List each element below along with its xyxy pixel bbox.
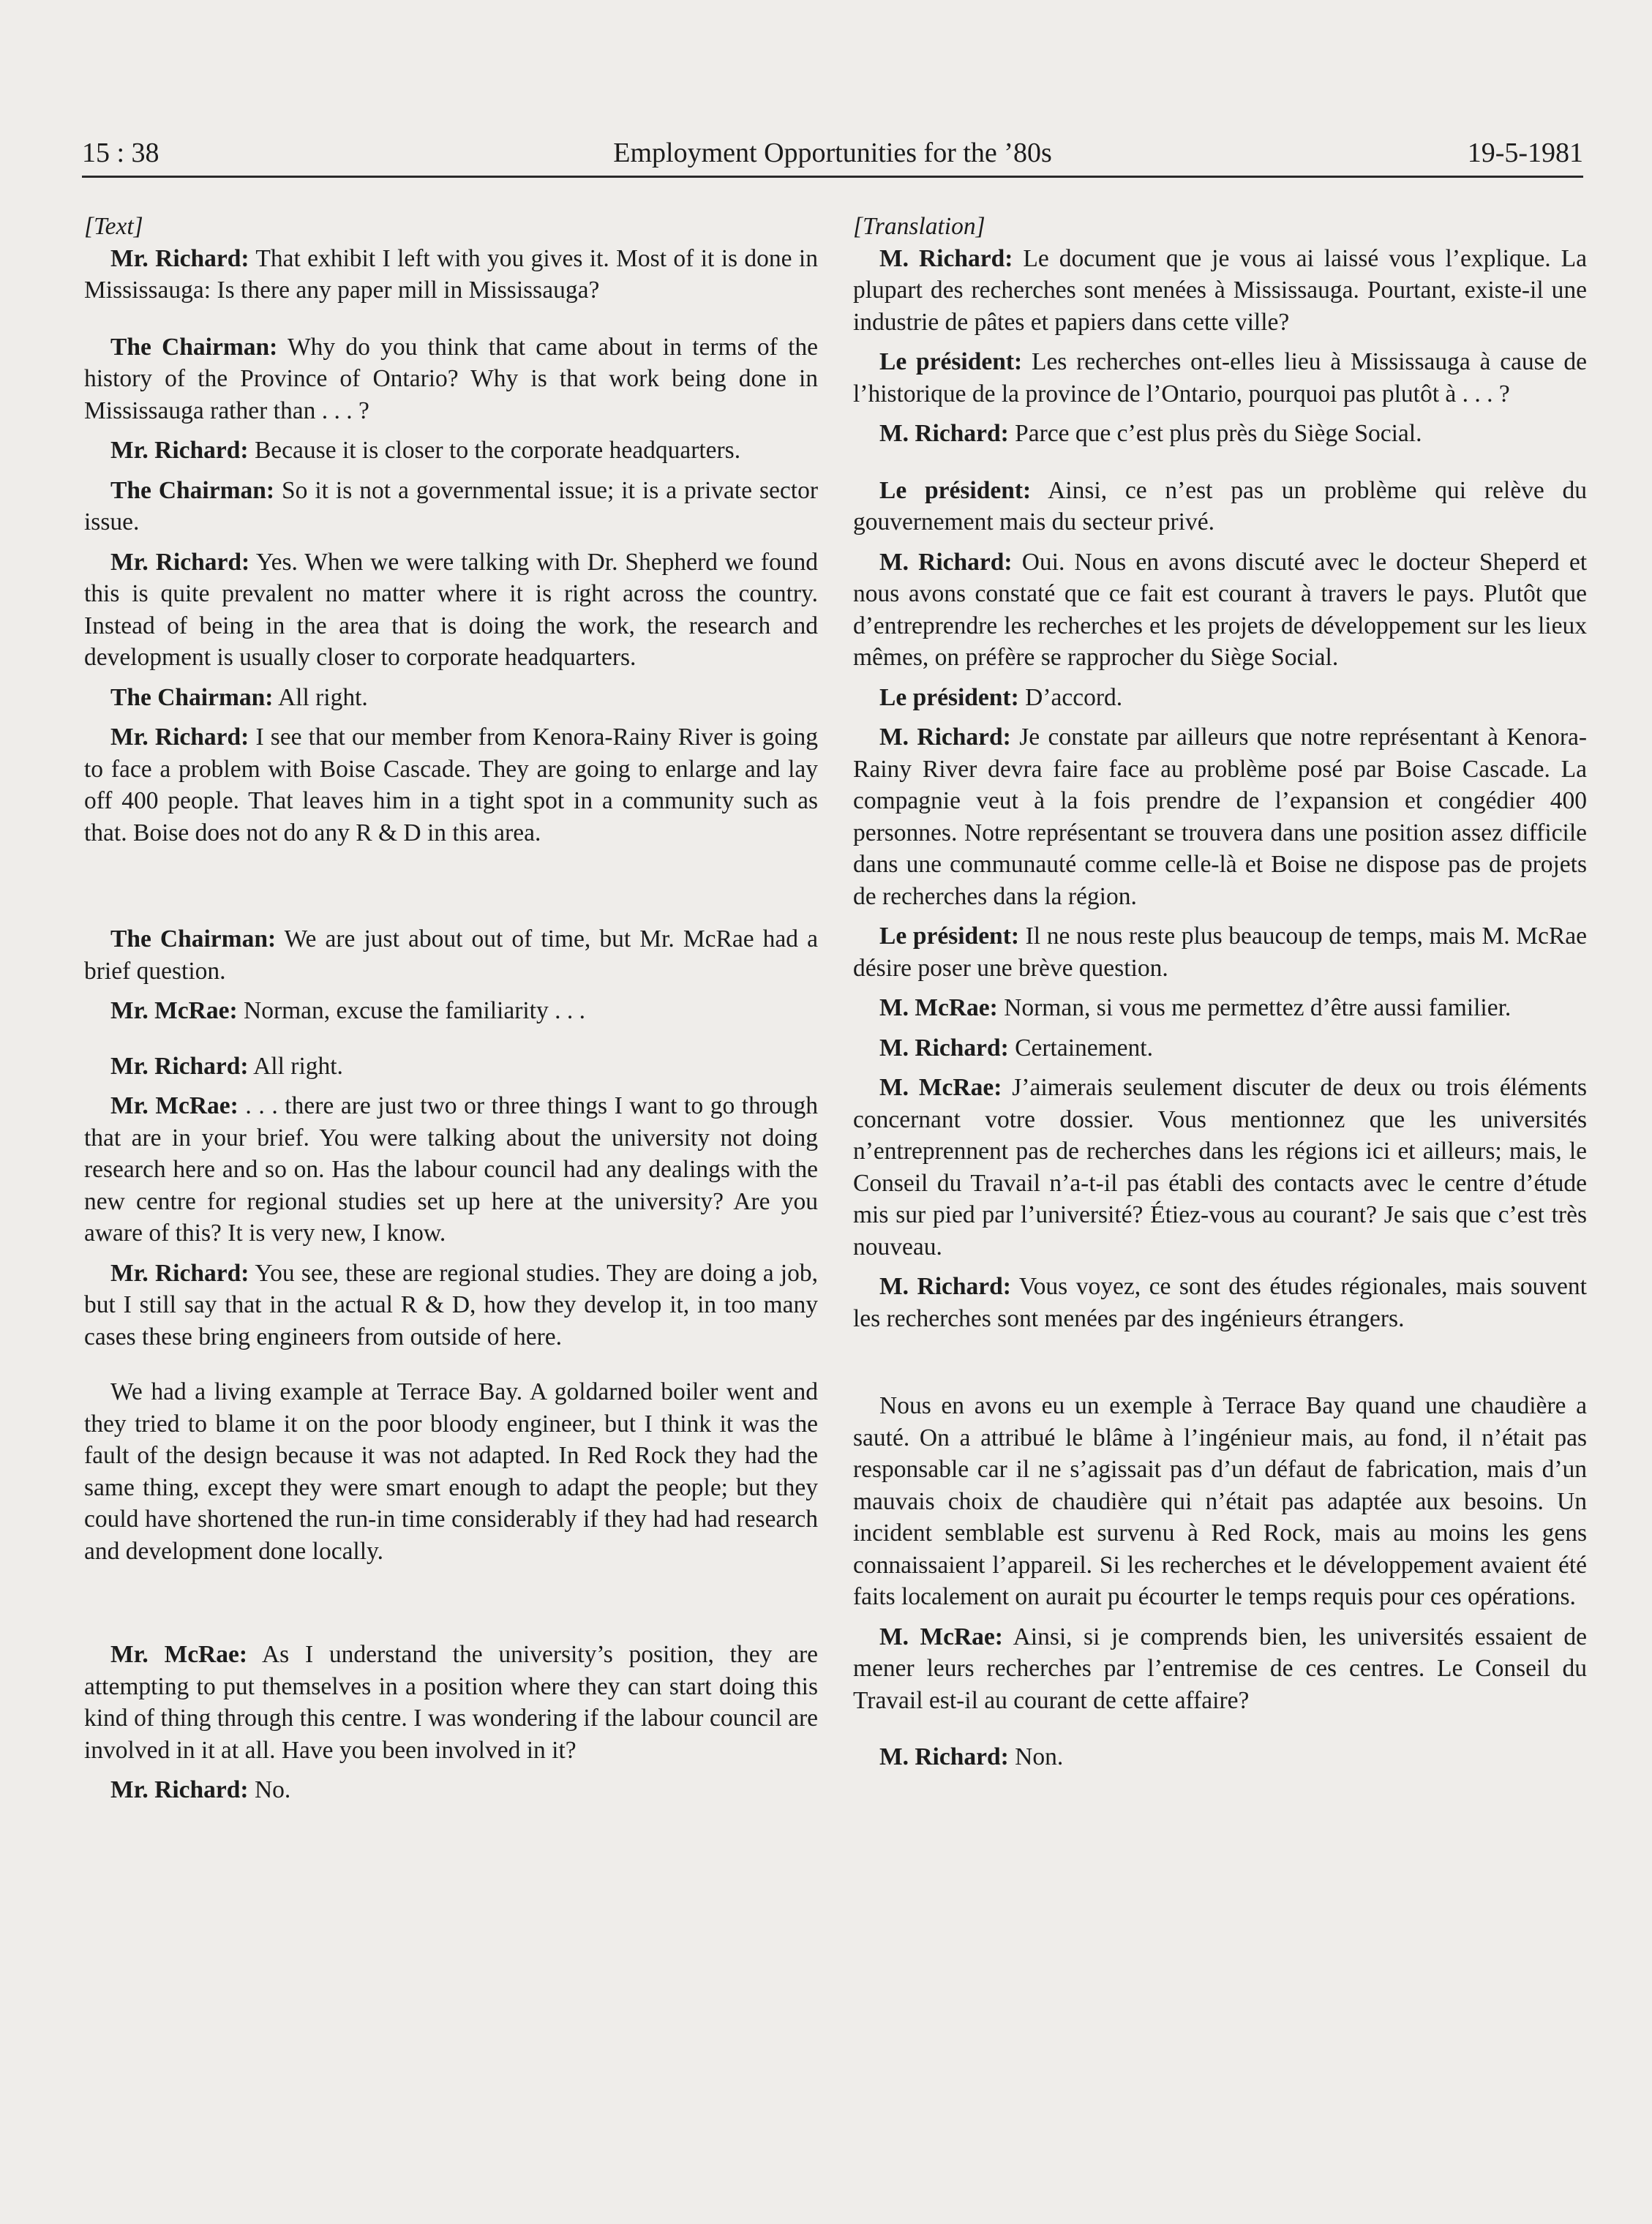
transcript-paragraph	[84, 243, 818, 307]
speaker-name: Mr. McRae:	[110, 1092, 239, 1119]
speaker-name: The Chairman:	[110, 476, 275, 504]
speaker-name: Mr. Richard:	[110, 1776, 249, 1803]
speech-text: Yes. When we were talking with Dr. Shepherd we found this is quite prevalent no matter where it is right across the country. Instead of being in the area that is doing the work, the research and development is usually closer to corporate headquarters.	[84, 548, 818, 671]
section-label: [Text]	[84, 213, 143, 240]
speech-text: D’accord.	[1025, 683, 1123, 711]
speech-text: So it is not a governmental issue; it is a private sector issue.	[84, 476, 819, 536]
speech-text: Le document que je vous ai laissé vous l’explique. La plupart des recherches sont menées à Mississauga. Pourtant, existe-il une industrie de pâtes et papiers dans cette ville?	[853, 244, 1588, 336]
transcript-paragraph	[853, 475, 1587, 538]
transcript-paragraph	[853, 1621, 1587, 1717]
speaker-name: Mr. Richard:	[110, 1052, 249, 1080]
speech-text: Nous en avons eu un exemple à Terrace Bay quand une chaudière a sauté. On a attribué le blâme à l’ingénieur mais, au fond, il n’était pas responsable car il ne s’agissait pas d’un défaut de fabrication, mais d’un mauvais choix de chaudière qui n’était pas adaptée aux besoins. Un incident semblable est survenu à Red Rock, mais au moins les gens connaissaient l’appareil. Si les recherches et le développement avaient été faits localement on aurait pu écourter le temps requis pour ces opérations.	[853, 1392, 1587, 1610]
speech-text: Vous voyez, ce sont des études régionales, mais souvent les recherches sont menées par des ingénieurs étrangers.	[853, 1273, 1587, 1332]
transcript-paragraph	[853, 546, 1587, 674]
speaker-name: Le président:	[879, 923, 1020, 950]
speaker-name: The Chairman:	[110, 683, 274, 711]
transcript-paragraph	[84, 995, 818, 1027]
speech-text: Ainsi, ce n’est pas un problème qui relève du gouvernement mais du secteur privé.	[853, 476, 1587, 536]
speaker-name: M. Richard:	[879, 548, 1013, 576]
section-label: [Translation]	[853, 213, 985, 240]
speaker-name: The Chairman:	[110, 333, 278, 361]
transcript-paragraph	[853, 243, 1587, 339]
speech-text: Je constate par ailleurs que notre représentant à Kenora-Rainy River devra faire face au problème posé par Boise Cascade. La compagnie veut à la fois prendre de l’expansion et congédier 400 personnes. Notre représentant se trouvera dans une position assez difficile dans une communauté comme celle-là et Boise ne dispose pas de projets de recherches dans la région.	[853, 724, 1587, 910]
transcript-paragraph	[853, 682, 1587, 714]
speaker-name: M. Richard:	[879, 420, 1009, 447]
speech-text: Why do you think that came about in terms of the history of the Province of Ontario? Why is that work being done in Mississauga rather than . . . ?	[84, 333, 819, 424]
french-column	[853, 211, 1587, 1773]
transcript-paragraph	[853, 721, 1587, 912]
running-header	[82, 130, 1583, 178]
speaker-name: M. Richard:	[879, 724, 1011, 751]
speaker-name: Mr. McRae:	[110, 997, 238, 1024]
transcript-paragraph	[84, 1090, 818, 1250]
speech-text: Parce que c’est plus près du Siège Social.	[1015, 420, 1422, 447]
speech-text: Oui. Nous en avons discuté avec le docteur Sheperd et nous avons constaté que ce fait est courant à travers le pays. Plutôt que d’entreprendre les recherches et les projets de développement sur les lieux mêmes, on préfère se rapprocher du Siège Social.	[853, 548, 1588, 671]
sitting-date: 19-5-1981	[1467, 138, 1583, 168]
speech-text: Norman, excuse the familiarity . . .	[244, 997, 585, 1024]
speech-text: Non.	[1015, 1743, 1064, 1770]
speaker-name: Mr. McRae:	[110, 1641, 248, 1668]
speech-text: Les recherches ont-elles lieu à Mississauga à cause de l’historique de la province de l’Ontario, pourquoi pas plutôt à . . . ?	[853, 348, 1588, 407]
transcript-paragraph	[84, 1639, 818, 1766]
transcript-paragraph	[853, 1390, 1587, 1613]
speech-text: I see that our member from Kenora-Rainy River is going to face a problem with Boise Cascade. They are going to enlarge and lay off 400 people. That leaves him in a tight spot in a community such as that. Boise does not do any R & D in this area.	[84, 724, 818, 846]
speech-text: Certainement.	[1015, 1034, 1153, 1062]
speech-text: All right.	[277, 683, 368, 711]
speaker-name: M. McRae:	[879, 1623, 1003, 1650]
transcript-paragraph	[853, 1271, 1587, 1334]
speaker-name: M. Richard:	[879, 244, 1013, 272]
speaker-name: M. Richard:	[879, 1273, 1011, 1300]
speech-text: You see, these are regional studies. They are doing a job, but I still say that in the actual R & D, how they develop it, in too many cases these bring engineers from outside of here.	[84, 1259, 818, 1350]
transcript-paragraph	[84, 682, 818, 714]
english-column	[84, 211, 818, 1806]
transcript-paragraph	[84, 1258, 818, 1353]
speaker-name: Mr. Richard:	[110, 724, 249, 751]
transcript-paragraph	[84, 1051, 818, 1083]
speech-text: J’aimerais seulement discuter de deux ou trois éléments concernant votre dossier. Vous mentionnez que les universités n’entreprennent pas de recherches dans les régions ici et ailleurs; mais, le Conseil du Travail n’a-t-il pas établi des contacts avec le centre d’étude mis sur pied par l’université? Étiez-vous au courant? Je sais que c’est très nouveau.	[853, 1074, 1587, 1261]
transcript-paragraph	[84, 546, 818, 674]
speaker-name: Mr. Richard:	[110, 1259, 249, 1287]
speech-text: . . . there are just two or three things I want to go through that are in your brief. You were talking about the university not doing research here and so on. Has the labour council had any dealings with the new centre for regional studies set up here at the university? Are you aware of this? It is very new, I know.	[84, 1092, 818, 1247]
transcript-paragraph	[853, 418, 1587, 450]
transcript-paragraph	[84, 1774, 818, 1806]
speech-text: That exhibit I left with you gives it. Most of it is done in Mississauga: Is there any paper mill in Mississauga?	[84, 244, 818, 304]
speaker-name: M. McRae:	[879, 994, 998, 1021]
speech-text: Ainsi, si je comprends bien, les universités essaient de mener leurs recherches par l’entremise de ces centres. Le Conseil du Travail est-il au courant de cette affaire?	[853, 1623, 1587, 1714]
transcript-paragraph	[84, 475, 818, 538]
transcript-paragraph	[84, 1376, 818, 1567]
speech-text: We had a living example at Terrace Bay. A goldarned boiler went and they tried to blame it on the poor bloody engineer, but I think it was the fault of the design because it was not adapted. In Red Rock they had the same thing, except they were smart enough to adapt the people; but they could have shortened the run-in time considerably if they had had research and development done locally.	[84, 1378, 818, 1565]
transcript-paragraph	[853, 1032, 1587, 1064]
transcript-paragraph	[84, 331, 818, 427]
speech-text: Because it is closer to the corporate headquarters.	[254, 437, 741, 464]
speech-text: Il ne nous reste plus beaucoup de temps, mais M. McRae désire poser une brève question.	[853, 923, 1588, 982]
speaker-name: Le président:	[879, 683, 1019, 711]
speech-text: No.	[254, 1776, 291, 1803]
speaker-name: The Chairman:	[110, 925, 277, 953]
speech-text: As I understand the university’s position, they are attempting to put themselves in a position where they can start doing this kind of thing through this centre. I was wondering if the labour council are involved in it at all. Have you been involved in it?	[84, 1641, 818, 1764]
transcript-paragraph	[853, 920, 1587, 984]
speech-text: We are just about out of time, but Mr. McRae had a brief question.	[84, 925, 818, 985]
speaker-name: Mr. Richard:	[110, 244, 249, 272]
speaker-name: Mr. Richard:	[110, 548, 250, 576]
speech-text: Norman, si vous me permettez d’être aussi familier.	[1004, 994, 1512, 1021]
speech-text: All right.	[253, 1052, 343, 1080]
page-number: 15 : 38	[82, 138, 159, 168]
transcript-paragraph	[853, 1072, 1587, 1263]
speaker-name: M. Richard:	[879, 1743, 1009, 1770]
transcript-paragraph	[84, 721, 818, 849]
speaker-name: Le président:	[879, 476, 1032, 504]
publication-title: Employment Opportunities for the ’80s	[613, 138, 1052, 168]
transcript-paragraph	[84, 923, 818, 987]
transcript-paragraph	[84, 435, 818, 467]
speaker-name: Le président:	[879, 348, 1023, 375]
speaker-name: Mr. Richard:	[110, 437, 249, 464]
transcript-paragraph	[853, 992, 1587, 1024]
speaker-name: M. McRae:	[879, 1074, 1002, 1101]
speaker-name: M. Richard:	[879, 1034, 1009, 1062]
transcript-paragraph	[853, 346, 1587, 410]
transcript-paragraph	[853, 1741, 1587, 1773]
